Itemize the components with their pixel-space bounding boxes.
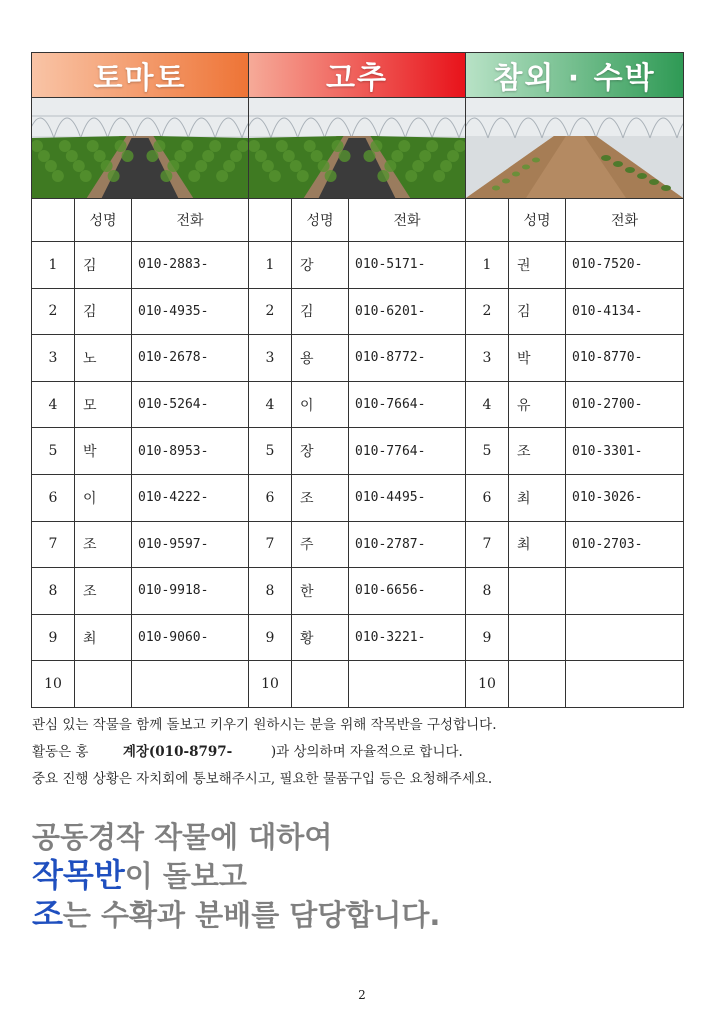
row-index: 8 xyxy=(249,568,292,615)
member-name: 이 xyxy=(75,474,132,521)
row-index: 3 xyxy=(466,335,509,382)
member-table-melon xyxy=(466,199,683,707)
row-index: 2 xyxy=(249,288,292,335)
member-name: 김 xyxy=(509,288,566,335)
member-name: 황 xyxy=(292,614,349,661)
member-name: 박 xyxy=(75,428,132,475)
table-row xyxy=(32,568,248,615)
row-index: 8 xyxy=(32,568,75,615)
table-row xyxy=(32,242,248,289)
slogan-line-2 xyxy=(32,856,440,895)
notes-line-1: 관심 있는 작물을 함께 돌보고 키우기 원하시는 분을 위해 작목반을 구성합니다. xyxy=(32,717,497,733)
member-phone xyxy=(566,661,684,707)
member-phone: 010-5264- xyxy=(132,381,249,428)
row-index: 5 xyxy=(32,428,75,475)
header-name: 성명 xyxy=(292,199,349,242)
header-name: 성명 xyxy=(509,199,566,242)
member-name xyxy=(509,614,566,661)
table-row xyxy=(466,568,683,615)
header-index xyxy=(32,199,75,242)
row-index: 6 xyxy=(32,474,75,521)
table-row xyxy=(466,614,683,661)
member-name: 최 xyxy=(75,614,132,661)
table-row xyxy=(466,474,683,521)
crop-title-pepper: 고추 xyxy=(249,53,465,97)
table-row xyxy=(32,521,248,568)
row-index: 8 xyxy=(466,568,509,615)
table-row xyxy=(249,335,465,382)
member-name: 최 xyxy=(509,521,566,568)
header-phone: 전화 xyxy=(176,213,204,229)
member-phone: 010-7520- xyxy=(566,242,684,289)
header-index xyxy=(466,199,509,242)
member-phone: 010-9060- xyxy=(132,614,249,661)
slogan-line-2-rest: 이 돌보고 xyxy=(124,859,247,893)
table-row xyxy=(466,242,683,289)
member-phone: 010-4935- xyxy=(132,288,249,335)
member-phone: 010-3301- xyxy=(566,428,684,475)
crop-title-melon: 참외 · 수박 xyxy=(466,53,683,97)
slogan-highlight-group: 조 xyxy=(32,895,63,933)
member-phone: 010-7764- xyxy=(349,428,466,475)
notes-line-2a: 활동은 홍 xyxy=(32,744,89,760)
table-row xyxy=(466,335,683,382)
slogan-line-3-rest: 는 수확과 분배를 담당합니다. xyxy=(62,898,441,932)
table-row xyxy=(466,661,683,707)
notes-line-2b: 계장(010-8797- xyxy=(122,744,233,760)
row-index: 3 xyxy=(249,335,292,382)
table-row xyxy=(466,428,683,475)
member-name: 이 xyxy=(292,381,349,428)
member-name: 최 xyxy=(509,474,566,521)
member-name: 한 xyxy=(292,568,349,615)
member-name: 모 xyxy=(75,381,132,428)
table-header-row xyxy=(466,199,683,242)
table-row xyxy=(249,568,465,615)
row-index: 7 xyxy=(249,521,292,568)
member-phone: 010-4495- xyxy=(349,474,466,521)
member-phone xyxy=(132,661,249,707)
member-name: 유 xyxy=(509,381,566,428)
table-row xyxy=(249,288,465,335)
slogan-highlight-team: 작목반 xyxy=(32,856,125,894)
row-index: 7 xyxy=(466,521,509,568)
crop-team-table xyxy=(31,52,684,708)
member-phone: 010-3026- xyxy=(566,474,684,521)
member-phone: 010-6201- xyxy=(349,288,466,335)
table-row xyxy=(249,614,465,661)
crop-group-melon xyxy=(466,53,683,707)
notes xyxy=(32,712,692,793)
member-phone xyxy=(566,614,684,661)
member-name: 노 xyxy=(75,335,132,382)
table-row xyxy=(466,521,683,568)
member-phone: 010-2678- xyxy=(132,335,249,382)
table-row xyxy=(249,428,465,475)
table-row xyxy=(32,474,248,521)
row-index: 4 xyxy=(249,381,292,428)
slogan xyxy=(32,818,440,934)
header-phone: 전화 xyxy=(610,213,639,229)
member-name xyxy=(509,661,566,707)
row-index: 2 xyxy=(32,288,75,335)
crop-title-tomato: 토마토 xyxy=(32,53,248,97)
member-phone: 010-8772- xyxy=(349,335,466,382)
member-phone: 010-8953- xyxy=(132,428,249,475)
member-phone: 010-2787- xyxy=(349,521,466,568)
member-phone xyxy=(349,661,466,707)
member-phone: 010-5171- xyxy=(349,242,466,289)
slogan-line-1: 공동경작 작물에 대하여 xyxy=(32,820,333,854)
member-phone: 010-2883- xyxy=(132,242,249,289)
header-phone: 전화 xyxy=(393,213,421,229)
member-name: 조 xyxy=(509,428,566,475)
crop-group-tomato xyxy=(32,53,249,707)
row-index: 9 xyxy=(249,614,292,661)
table-row xyxy=(249,661,465,707)
notes-line-2c: )과 상의하며 자율적으로 합니다. xyxy=(270,744,463,760)
member-phone: 010-7664- xyxy=(349,381,466,428)
slogan-line-3 xyxy=(32,895,440,934)
greenhouse-photo-melon xyxy=(466,97,683,199)
row-index: 10 xyxy=(249,661,292,707)
row-index: 5 xyxy=(466,428,509,475)
member-phone: 010-6656- xyxy=(349,568,466,615)
header-index xyxy=(249,199,292,242)
row-index: 1 xyxy=(249,242,292,289)
member-phone: 010-8770- xyxy=(566,335,684,382)
row-index: 9 xyxy=(32,614,75,661)
table-row xyxy=(32,661,248,707)
row-index: 3 xyxy=(32,335,75,382)
row-index: 9 xyxy=(466,614,509,661)
member-name: 조 xyxy=(75,568,132,615)
table-row xyxy=(32,428,248,475)
member-name: 박 xyxy=(509,335,566,382)
header-name: 성명 xyxy=(75,199,132,242)
member-name: 주 xyxy=(292,521,349,568)
row-index: 2 xyxy=(466,288,509,335)
greenhouse-photo-tomato xyxy=(32,97,248,199)
row-index: 1 xyxy=(32,242,75,289)
table-row xyxy=(32,288,248,335)
member-phone: 010-9918- xyxy=(132,568,249,615)
table-row xyxy=(249,521,465,568)
page-number: 2 xyxy=(358,988,366,1002)
crop-group-pepper xyxy=(249,53,466,707)
member-phone: 010-2703- xyxy=(566,521,684,568)
row-index: 10 xyxy=(32,661,75,707)
row-index: 4 xyxy=(466,381,509,428)
member-name xyxy=(292,661,349,707)
table-row xyxy=(32,381,248,428)
row-index: 6 xyxy=(249,474,292,521)
member-phone: 010-2700- xyxy=(566,381,684,428)
table-row xyxy=(466,381,683,428)
member-name xyxy=(509,568,566,615)
row-index: 1 xyxy=(466,242,509,289)
member-name: 용 xyxy=(292,335,349,382)
member-name: 권 xyxy=(509,242,566,289)
notes-line-3: 중요 진행 상황은 자치회에 통보해주시고, 필요한 물품구입 등은 요청해주세요. xyxy=(32,771,493,787)
row-index: 10 xyxy=(466,661,509,707)
member-name xyxy=(75,661,132,707)
table-header-row xyxy=(249,199,465,242)
member-phone: 010-4134- xyxy=(566,288,684,335)
greenhouse-photo-pepper xyxy=(249,97,465,199)
member-name: 강 xyxy=(292,242,349,289)
member-table-tomato xyxy=(32,199,248,707)
table-row xyxy=(32,335,248,382)
table-row xyxy=(249,474,465,521)
notes-line-2 xyxy=(32,739,692,766)
table-header-row xyxy=(32,199,248,242)
member-name: 김 xyxy=(75,288,132,335)
row-index: 5 xyxy=(249,428,292,475)
member-name: 장 xyxy=(292,428,349,475)
member-name: 조 xyxy=(75,521,132,568)
row-index: 7 xyxy=(32,521,75,568)
member-table-pepper xyxy=(249,199,465,707)
member-phone: 010-4222- xyxy=(132,474,249,521)
member-name: 김 xyxy=(292,288,349,335)
row-index: 4 xyxy=(32,381,75,428)
member-phone xyxy=(566,568,684,615)
table-row xyxy=(466,288,683,335)
member-name: 김 xyxy=(75,242,132,289)
table-row xyxy=(32,614,248,661)
member-phone: 010-9597- xyxy=(132,521,249,568)
member-name: 조 xyxy=(292,474,349,521)
member-phone: 010-3221- xyxy=(349,614,466,661)
row-index: 6 xyxy=(466,474,509,521)
table-row xyxy=(249,242,465,289)
table-row xyxy=(249,381,465,428)
